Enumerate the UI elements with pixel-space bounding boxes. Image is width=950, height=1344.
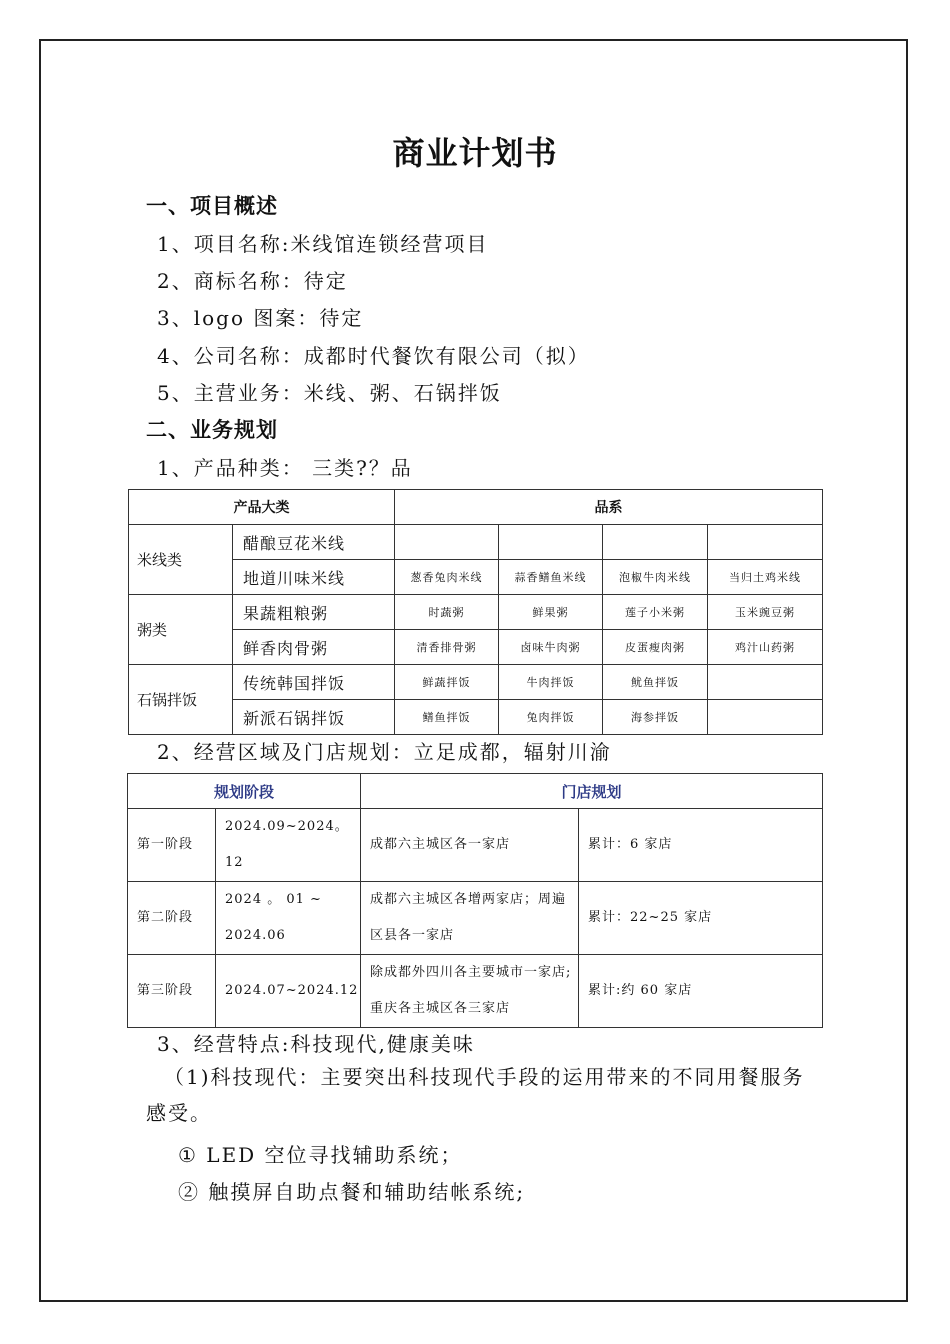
product-table	[128, 489, 823, 735]
bullet-item-2: ② 触摸屏自助点餐和辅助结帐系统;	[178, 1180, 526, 1204]
item-cell: 泡椒牛肉米线	[603, 560, 708, 595]
count-cell: 累计：22~25 家店	[579, 882, 823, 955]
item-cell: 皮蛋瘦肉粥	[603, 630, 708, 665]
section-heading-overview: 一、项目概述	[146, 194, 278, 218]
subcategory-cell: 新派石锅拌饭	[233, 700, 395, 735]
category-cell: 粥类	[129, 595, 233, 665]
subcategory-cell: 传统韩国拌饭	[233, 665, 395, 700]
item-cell: 兔肉拌饭	[499, 700, 603, 735]
overview-item-5: 5、主营业务：米线、粥、石锅拌饭	[157, 381, 502, 405]
table-header-row	[128, 774, 823, 809]
item-cell: 海参拌饭	[603, 700, 708, 735]
table-header-row	[129, 490, 823, 525]
subcategory-cell: 鲜香肉骨粥	[233, 630, 395, 665]
subcategory-cell: 醋酿豆花米线	[233, 525, 395, 560]
table-row	[128, 809, 823, 882]
item-cell: 鳝鱼拌饭	[395, 700, 499, 735]
header-series: 品系	[395, 490, 823, 525]
count-cell: 累计：6 家店	[579, 809, 823, 882]
table-row	[129, 525, 823, 560]
feature-line: 3、经营特点:科技现代,健康美味	[157, 1032, 475, 1056]
overview-item-2: 2、商标名称：待定	[157, 269, 348, 293]
date-cell: 2024.09~2024。12	[216, 809, 361, 882]
item-cell	[708, 525, 823, 560]
desc-cell: 成都六主城区各增两家店；周遍区县各一家店	[361, 882, 579, 955]
table-row	[129, 700, 823, 735]
date-cell: 2024.07~2024.12	[216, 955, 361, 1028]
date-cell: 2024 。 01 ~ 2024.06	[216, 882, 361, 955]
item-cell	[708, 700, 823, 735]
item-cell: 莲子小米粥	[603, 595, 708, 630]
section-heading-business: 二、业务规划	[146, 418, 278, 442]
item-cell: 清香排骨粥	[395, 630, 499, 665]
table-row	[128, 882, 823, 955]
desc-cell: 成都六主城区各一家店	[361, 809, 579, 882]
count-cell: 累计:约 60 家店	[579, 955, 823, 1028]
stage-cell: 第三阶段	[128, 955, 216, 1028]
item-cell: 鸡汁山药粥	[708, 630, 823, 665]
item-cell	[708, 665, 823, 700]
bullet-item-1: ① LED 空位寻找辅助系统；	[178, 1143, 463, 1167]
item-cell: 卤味牛肉粥	[499, 630, 603, 665]
overview-item-1: 1、项目名称:米线馆连锁经营项目	[157, 232, 489, 256]
item-cell: 葱香兔肉米线	[395, 560, 499, 595]
feature-paragraph: （1)科技现代：主要突出科技现代手段的运用带来的不同用餐服务感受。	[146, 1065, 805, 1125]
table-row	[129, 665, 823, 700]
item-cell: 蒜香鳝鱼米线	[499, 560, 603, 595]
header-store-plan: 门店规划	[361, 774, 823, 809]
item-cell: 鲜果粥	[499, 595, 603, 630]
store-plan-table	[127, 773, 823, 1028]
desc-cell: 除成都外四川各主要城市一家店;重庆各主城区各三家店	[361, 955, 579, 1028]
overview-item-4: 4、公司名称：成都时代餐饮有限公司（拟）	[157, 344, 590, 368]
item-cell: 时蔬粥	[395, 595, 499, 630]
stage-cell: 第二阶段	[128, 882, 216, 955]
product-types-line: 1、产品种类： 三类?？品	[157, 456, 413, 480]
item-cell: 鱿鱼拌饭	[603, 665, 708, 700]
item-cell	[499, 525, 603, 560]
item-cell: 牛肉拌饭	[499, 665, 603, 700]
header-stage: 规划阶段	[128, 774, 361, 809]
table-row	[128, 955, 823, 1028]
table-row	[129, 630, 823, 665]
table-row	[129, 560, 823, 595]
item-cell: 当归土鸡米线	[708, 560, 823, 595]
region-line: 2、经营区域及门店规划：立足成都，辐射川渝	[157, 740, 612, 764]
subcategory-cell: 果蔬粗粮粥	[233, 595, 395, 630]
table-row	[129, 595, 823, 630]
item-cell	[395, 525, 499, 560]
category-cell: 石锅拌饭	[129, 665, 233, 735]
item-cell: 玉米豌豆粥	[708, 595, 823, 630]
header-category: 产品大类	[129, 490, 395, 525]
category-cell: 米线类	[129, 525, 233, 595]
item-cell	[603, 525, 708, 560]
document-title: 商业计划书	[392, 134, 558, 172]
item-cell: 鲜蔬拌饭	[395, 665, 499, 700]
overview-item-3: 3、logo 图案：待定	[157, 306, 364, 330]
stage-cell: 第一阶段	[128, 809, 216, 882]
subcategory-cell: 地道川味米线	[233, 560, 395, 595]
